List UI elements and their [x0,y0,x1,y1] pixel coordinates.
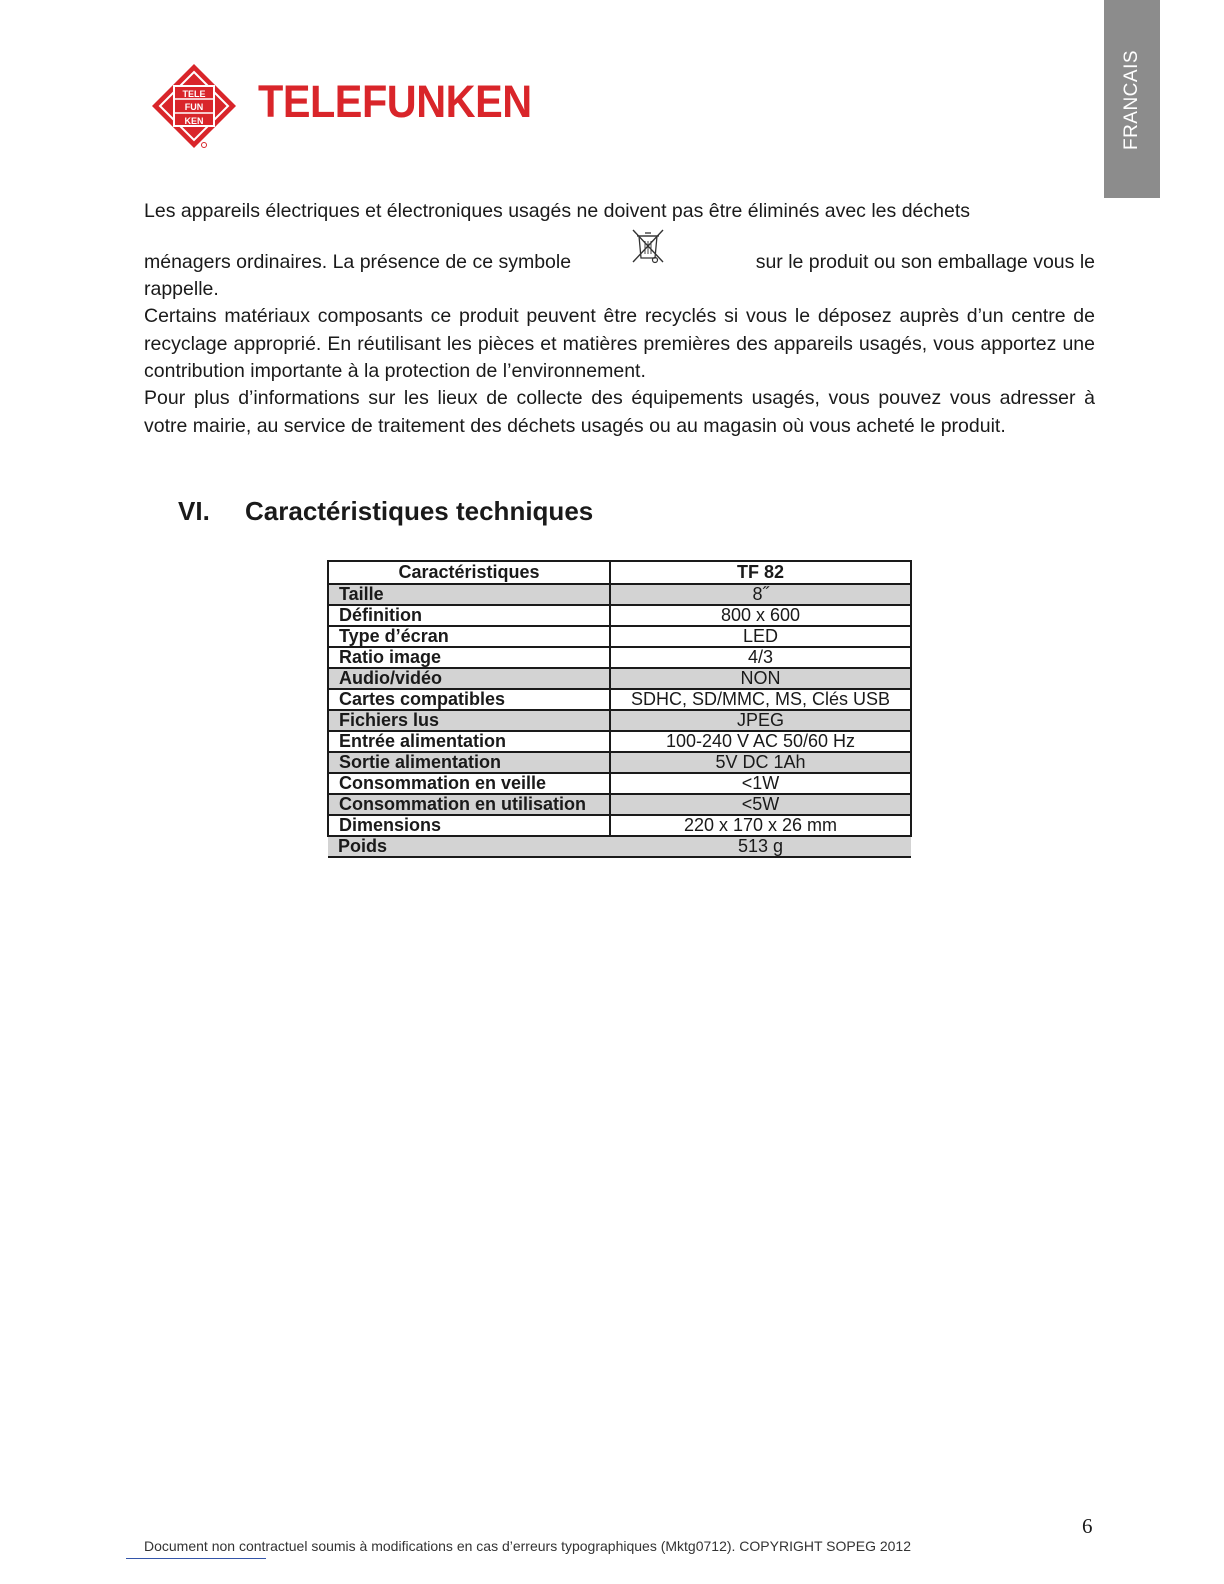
brand-name: TELEFUNKEN [258,76,532,127]
spec-value: 8˝ [610,584,911,605]
section-number: VI. [178,496,210,526]
spec-value: NON [610,668,911,689]
header-model-cell: TF 82 [610,561,911,584]
table-row [328,794,911,815]
emblem-text-2: FUN [184,102,204,112]
spec-label: Fichiers lus [328,710,610,731]
spec-value: 100-240 V AC 50/60 Hz [610,731,911,752]
spec-label: Entrée alimentation [328,731,610,752]
table-header-row [328,561,911,584]
spec-label: Cartes compatibles [328,689,610,710]
intro-line-2 [144,248,1095,276]
spec-value: LED [610,626,911,647]
emblem-text-1: TELE [182,89,206,99]
footer-copyright: Document non contractuel soumis à modifications en cas d’erreurs typographiques (Mktg0712). COPYRIGHT SOPEG 2012 [144,1538,911,1554]
spec-value: 5V DC 1Ah [610,752,911,773]
intro-line-3: rappelle. [144,278,219,300]
table-row [328,836,911,857]
spec-label: Consommation en veille [328,773,610,794]
table-row [328,773,911,794]
spec-label: Audio/vidéo [328,668,610,689]
page-number: 6 [1082,1514,1093,1538]
telefunken-emblem-icon [150,62,238,150]
spec-label: Consommation en utilisation [328,794,610,815]
table-row [328,605,911,626]
telefunken-logo [150,62,530,152]
emblem-text-3: KEN [184,116,204,126]
table-row [328,689,911,710]
spec-value: SDHC, SD/MMC, MS, Clés USB [610,689,911,710]
language-tab-label: FRANCAIS [1121,49,1142,151]
table-row [328,584,911,605]
spec-value: 513 g [610,836,911,857]
spec-label: Taille [328,584,610,605]
spec-label: Dimensions [328,815,610,836]
spec-value: 800 x 600 [610,605,911,626]
spec-label: Type d’écran [328,626,610,647]
intro-line-2-right: sur le produit ou son emballage vous le [755,251,1095,273]
table-row [328,731,911,752]
footer-rule [126,1558,266,1559]
specifications-table [327,560,912,858]
header-label-cell: Caractéristiques [328,561,610,584]
intro-line-2-left: ménagers ordinaires. La présence de ce symbole [144,251,572,273]
spec-label: Ratio image [328,647,610,668]
collection-paragraph: Pour plus d’informations sur les lieux de collecte des équipements usagés, vous pouvez vous adresser à votre mairie, au service de traitement des déchets usagés ou au magasin où vous acheté le produit. [144,387,1095,437]
spec-label: Sortie alimentation [328,752,610,773]
intro-line-1: Les appareils électriques et électroniques usagés ne doivent pas être éliminés avec les déchets [144,200,970,222]
spec-value: 4/3 [610,647,911,668]
table-row [328,668,911,689]
spec-label: Poids [328,836,610,857]
table-row [328,626,911,647]
table-row [328,815,911,836]
spec-value: 220 x 170 x 26 mm [610,815,911,836]
spec-value: JPEG [610,710,911,731]
language-tab [1104,0,1160,198]
spec-value: <5W [610,794,911,815]
table-row [328,647,911,668]
table-row [328,710,911,731]
recycling-paragraph: Certains matériaux composants ce produit peuvent être recyclés si vous le déposez auprès d’un centre de recyclage approprié. En réutilisant les pièces et matières premières des appareils usagés, vous apportez une contribution importante à la protection de l’environnement. [144,305,1095,382]
section-heading [178,496,593,527]
crossed-out-wheelie-bin-icon [630,228,666,266]
section-title: Caractéristiques techniques [245,496,594,526]
table-row [328,752,911,773]
spec-value: <1W [610,773,911,794]
spec-label: Définition [328,605,610,626]
